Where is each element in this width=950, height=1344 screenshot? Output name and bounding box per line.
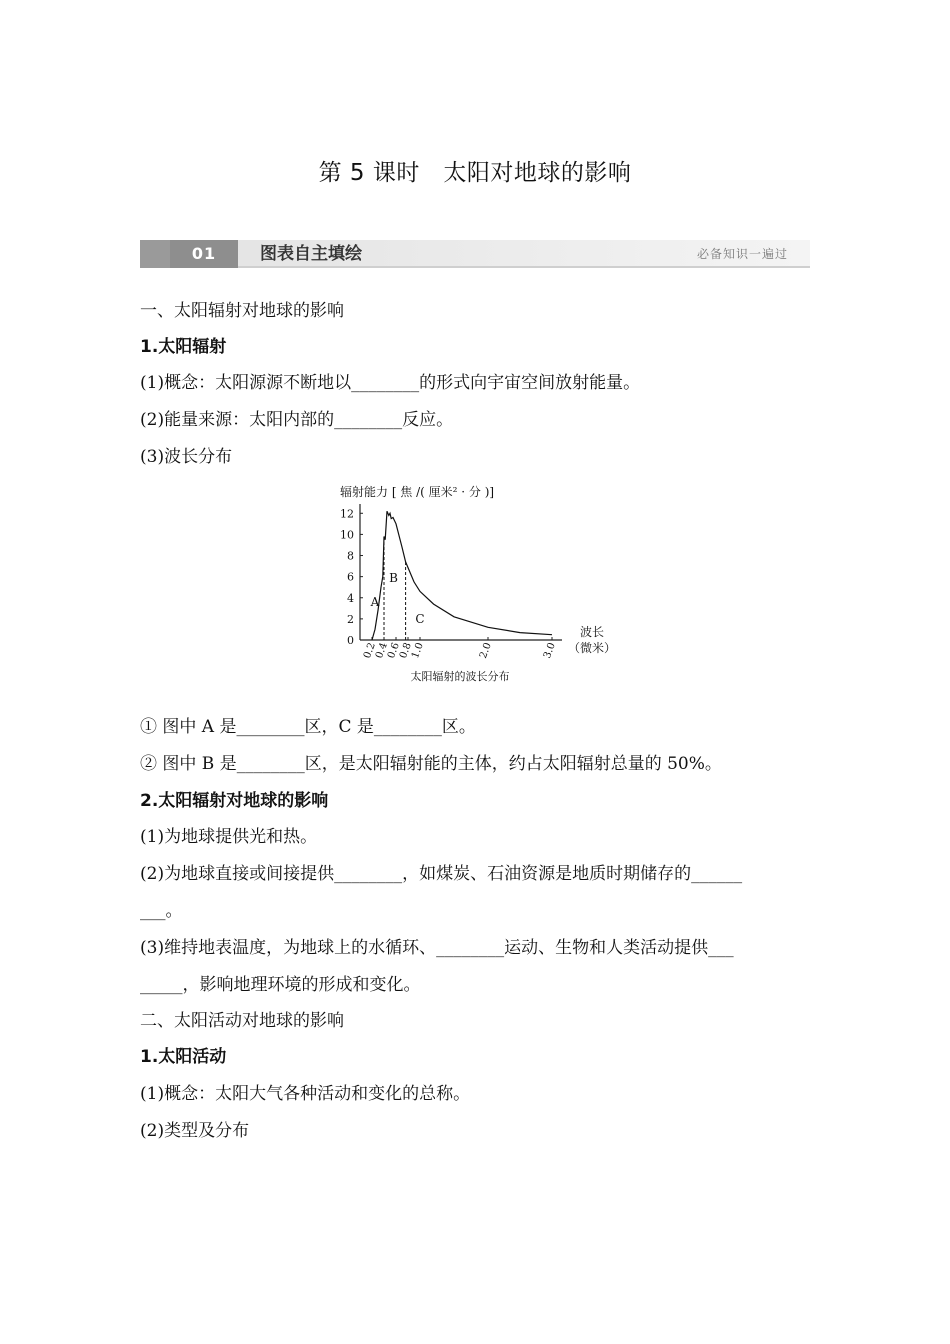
y-tick-label: 8 [347, 549, 354, 563]
x-tick-label: 0.8 [398, 641, 414, 660]
subheading-solar-radiation: 1.太阳辐射 [140, 337, 227, 357]
x-axis-label: 波长 [579, 625, 605, 639]
section-banner [140, 238, 810, 270]
region-label-c: C [415, 612, 425, 627]
radiation-curve [372, 511, 552, 640]
section-number: 01 [170, 240, 238, 268]
y-tick-label: 0 [347, 634, 354, 647]
effect-3: (3)维持地表温度，为地球上的水循环、________运动、生物和人类活动提供___ [140, 938, 734, 958]
effect-1: (1)为地球提供光和热。 [140, 827, 318, 847]
x-tick-label: 2.0 [478, 641, 494, 660]
wavelength-heading: (3)波长分布 [140, 447, 233, 467]
activity-types: (2)类型及分布 [140, 1121, 250, 1141]
energy-source-line: (2)能量来源：太阳内部的________反应。 [140, 410, 454, 430]
question-1: ① 图中 A 是________区，C 是________区。 [140, 717, 476, 737]
effect-2: (2)为地球直接或间接提供________，如煤炭、石油资源是地质时期储存的______ [140, 864, 743, 884]
x-tick-label: 0.4 [374, 641, 390, 660]
x-tick-label: 0.6 [386, 641, 402, 660]
y-tick-label: 10 [340, 528, 354, 542]
effect-3-continued: _____，影响地理环境的形成和变化。 [140, 975, 421, 995]
y-tick-label: 6 [347, 570, 354, 584]
x-axis-unit: （微米） [567, 641, 617, 655]
x-tick-label: 1.0 [410, 641, 426, 660]
y-tick-label: 4 [347, 591, 354, 605]
x-tick-label: 0.2 [362, 641, 378, 660]
question-2: ② 图中 B 是________区，是太阳辐射能的主体，约占太阳辐射总量的 50%。 [140, 754, 722, 774]
wavelength-chart [330, 480, 630, 690]
chart-caption: 太阳辐射的波长分布 [410, 670, 510, 683]
heading-solar-radiation: 一、太阳辐射对地球的影响 [140, 301, 344, 321]
region-label-b: B [389, 570, 399, 585]
x-tick-label: 3.0 [542, 641, 558, 660]
y-tick-label: 2 [347, 612, 354, 626]
section-note: 必备知识一遍过 [696, 247, 788, 261]
subheading-effects: 2.太阳辐射对地球的影响 [140, 791, 329, 811]
subheading-solar-activity: 1.太阳活动 [140, 1047, 227, 1067]
region-label-a: A [370, 595, 380, 610]
y-axis-label: 辐射能力 [ 焦 /( 厘米² · 分 )] [340, 485, 495, 499]
effect-2-continued: ___。 [140, 901, 183, 921]
page-title: 第 5 课时 太阳对地球的影响 [318, 160, 632, 186]
y-tick-label: 12 [340, 507, 354, 521]
heading-solar-activity: 二、太阳活动对地球的影响 [140, 1011, 344, 1031]
chart-svg [330, 480, 630, 690]
activity-concept: (1)概念：太阳大气各种活动和变化的总称。 [140, 1084, 471, 1104]
section-label: 图表自主填绘 [260, 244, 362, 264]
concept-line: (1)概念：太阳源源不断地以________的形式向宇宙空间放射能量。 [140, 373, 641, 393]
